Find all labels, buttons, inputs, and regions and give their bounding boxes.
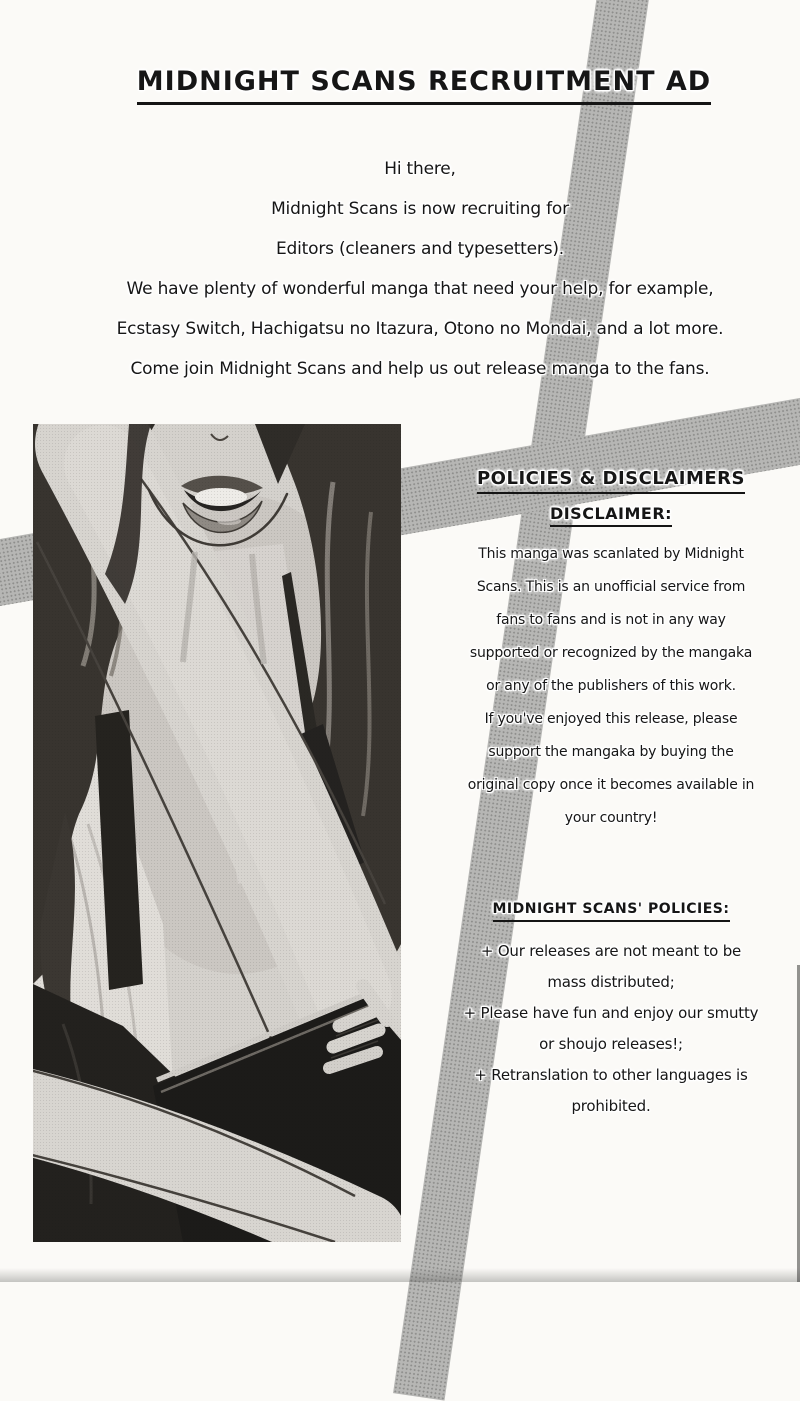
intro-line: Come join Midnight Scans and help us out release manga to the fans. bbox=[130, 359, 710, 379]
intro-line: Hi there, bbox=[384, 159, 456, 179]
disclaimer-line: supported or recognized by the mangaka bbox=[469, 645, 753, 661]
disclaimer-paragraph bbox=[427, 538, 795, 835]
scans-policies-heading-text: MIDNIGHT SCANS' POLICIES: bbox=[493, 901, 730, 922]
manga-illustration bbox=[33, 424, 401, 1242]
policies-disclaimers-heading bbox=[427, 468, 795, 494]
disclaimer-line: or any of the publishers of this work. bbox=[486, 678, 736, 694]
disclaimer-line: This manga was scanlated by Midnight bbox=[478, 546, 744, 562]
intro-line: Midnight Scans is now recruiting for bbox=[271, 199, 569, 219]
scans-policies-heading bbox=[427, 898, 795, 922]
disclaimer-heading bbox=[427, 504, 795, 527]
disclaimer-heading-text: DISCLAIMER: bbox=[550, 504, 672, 527]
disclaimer-line: fans to fans and is not in any way bbox=[496, 612, 726, 628]
disclaimer-line: original copy once it becomes available in bbox=[467, 777, 755, 793]
policy-line: + Please have fun and enjoy our smutty bbox=[463, 1004, 759, 1022]
page-title bbox=[60, 66, 788, 105]
intro-line: Ecstasy Switch, Hachigatsu no Itazura, Otono no Mondai, and a lot more. bbox=[116, 319, 724, 339]
disclaimer-line: support the mangaka by buying the bbox=[488, 744, 734, 760]
policy-line: mass distributed; bbox=[547, 973, 675, 991]
policy-list bbox=[427, 936, 795, 1122]
disclaimer-line: your country! bbox=[564, 810, 658, 826]
intro-line: Editors (cleaners and typesetters). bbox=[276, 239, 564, 259]
policy-line: or shoujo releases!; bbox=[539, 1035, 683, 1053]
policy-line: + Our releases are not meant to be bbox=[480, 942, 742, 960]
recruitment-intro bbox=[40, 149, 800, 389]
page-title-text: MIDNIGHT SCANS RECRUITMENT AD bbox=[137, 66, 711, 105]
disclaimer-line: If you've enjoyed this release, please bbox=[484, 711, 738, 727]
policies-disclaimers-heading-text: POLICIES & DISCLAIMERS bbox=[477, 468, 745, 494]
disclaimer-line: Scans. This is an unofficial service from bbox=[476, 579, 746, 595]
page-bottom-scan-edge bbox=[0, 1268, 800, 1282]
intro-line: We have plenty of wonderful manga that need your help, for example, bbox=[126, 279, 714, 299]
policy-line: prohibited. bbox=[571, 1097, 651, 1115]
manga-illustration-svg bbox=[33, 424, 401, 1242]
policy-line: + Retranslation to other languages is bbox=[474, 1066, 748, 1084]
